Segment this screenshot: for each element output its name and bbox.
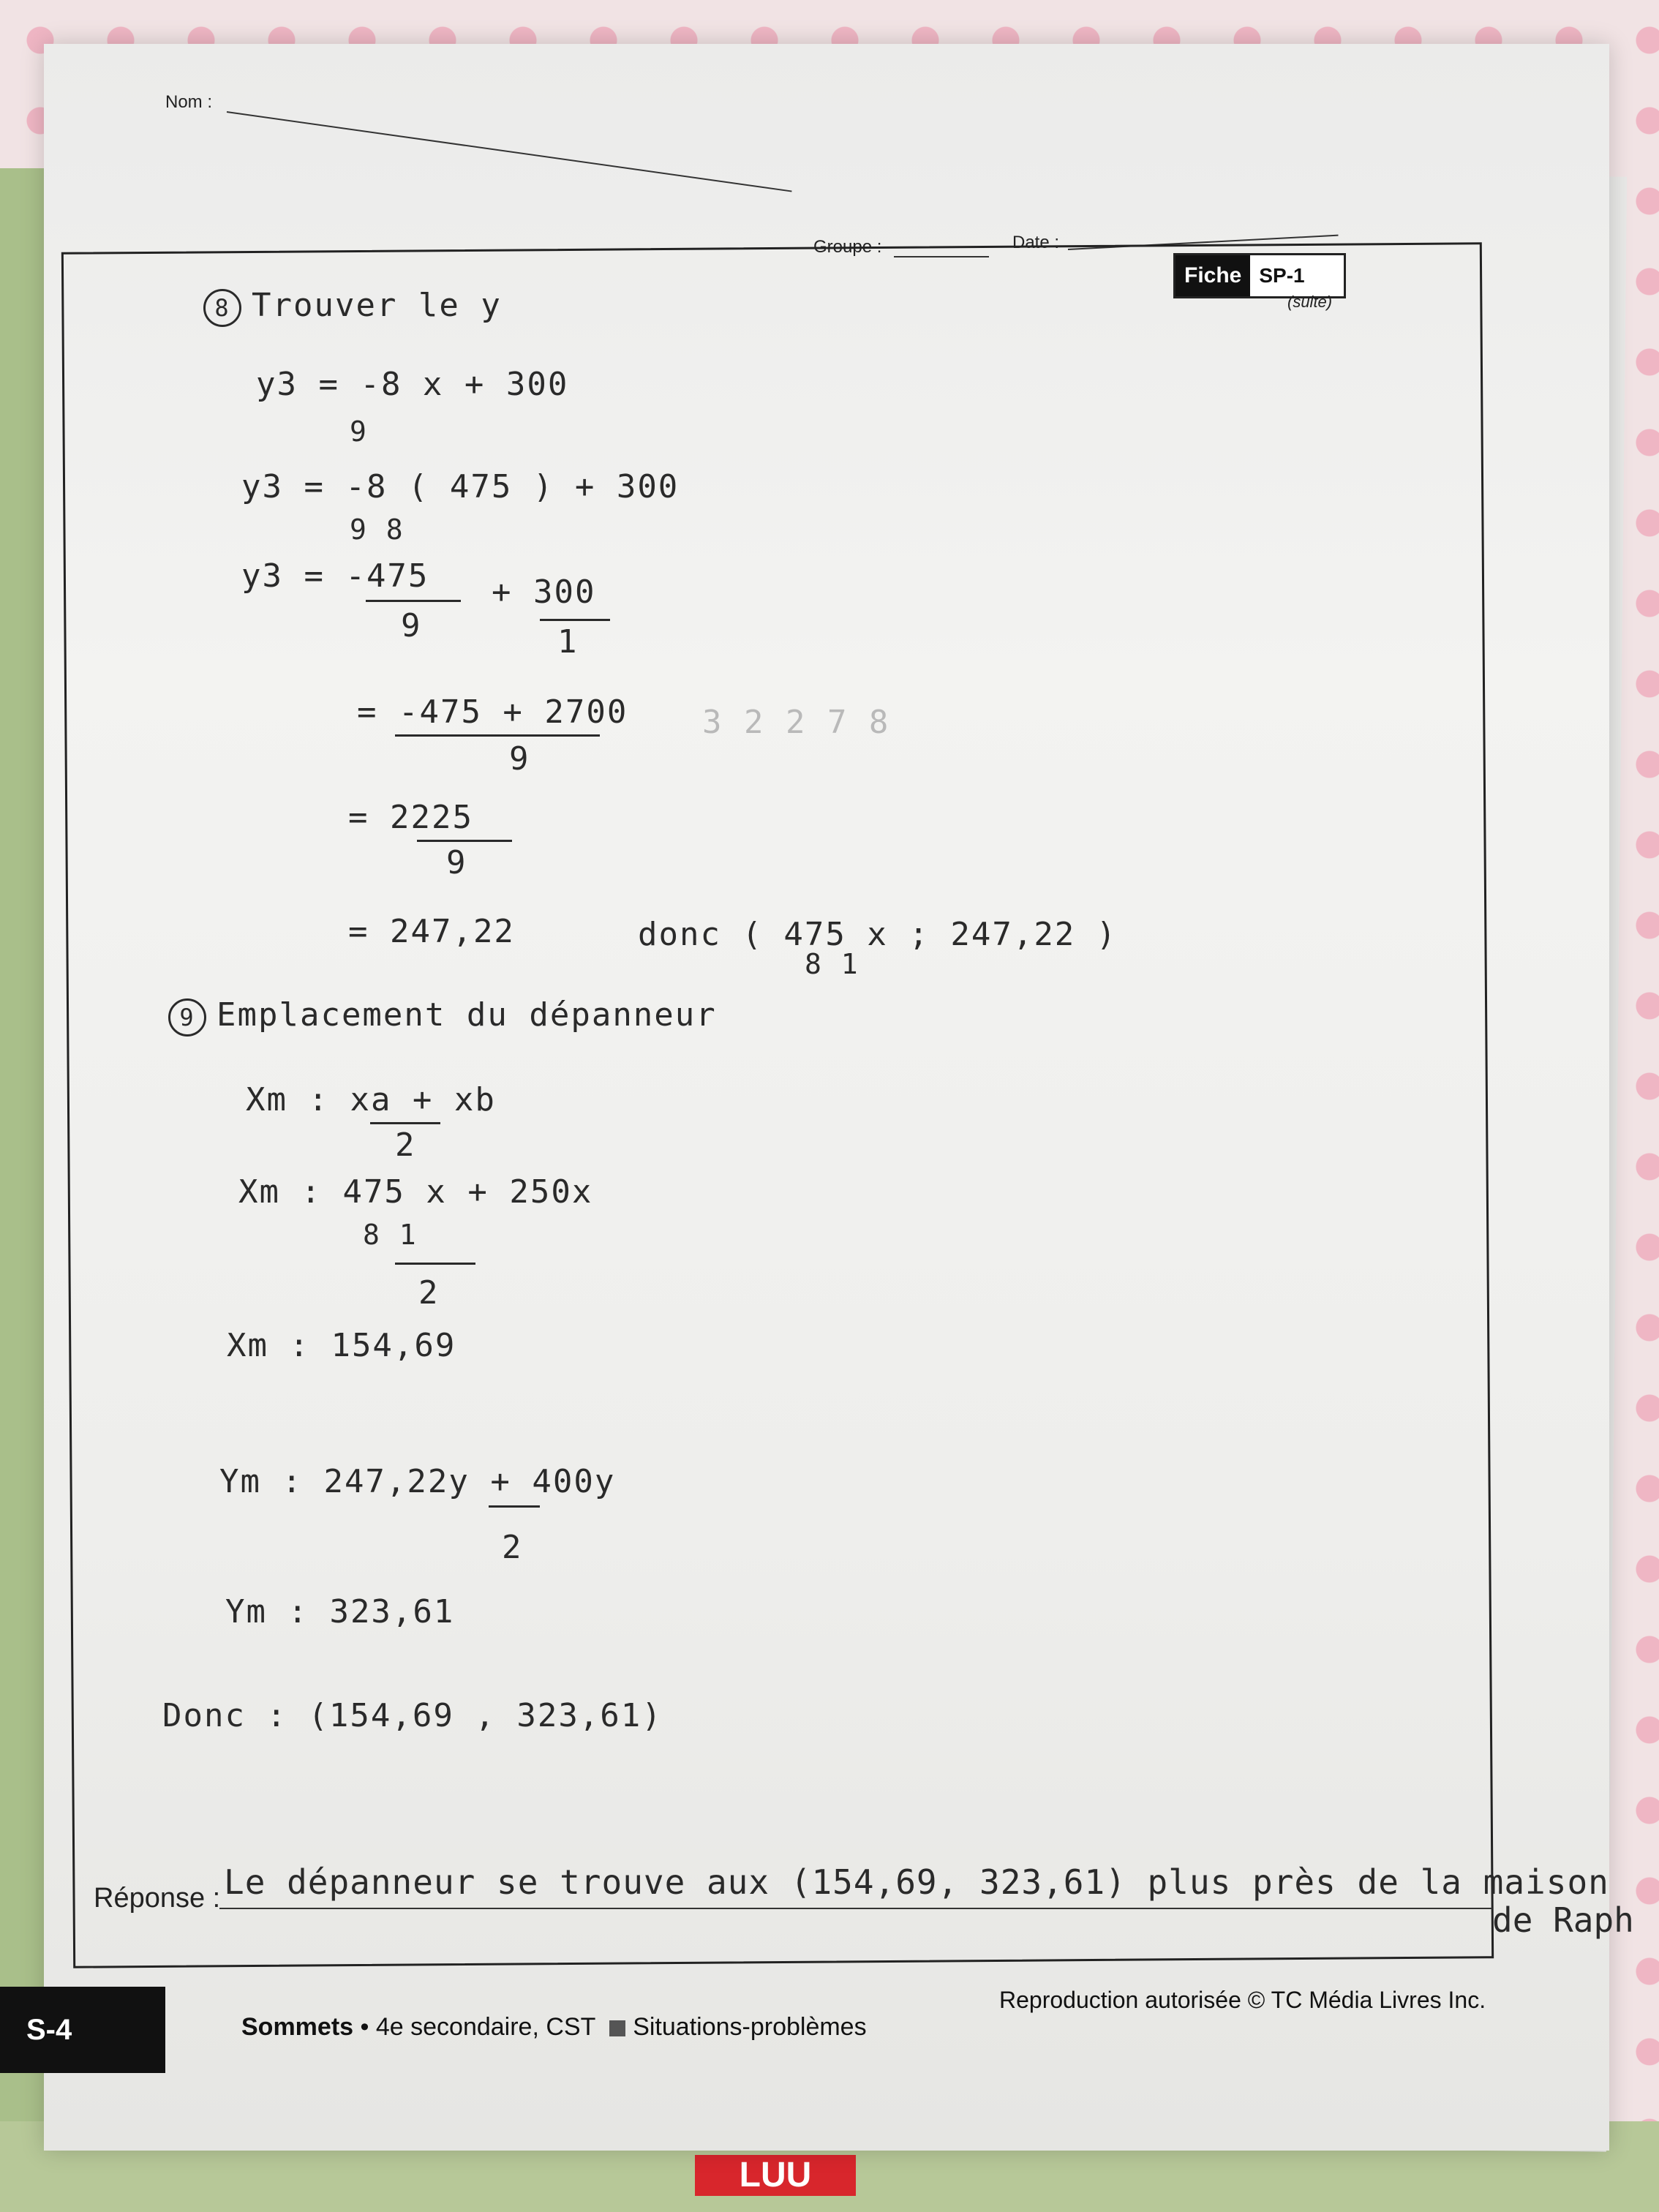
- s9-xm2: Xm : 475 x + 250x: [238, 1173, 593, 1211]
- date-label: Date :: [1012, 233, 1060, 252]
- footer-section: Situations-problèmes: [633, 2013, 867, 2041]
- reponse-text-continued: de Raph: [1492, 1900, 1634, 1940]
- s8-line6-donc-den: 8 1: [805, 948, 859, 980]
- s8-line3b: + 300: [492, 573, 596, 611]
- section8-number: 8: [203, 289, 241, 327]
- s8-line2: y3 = -8 ( 475 ) + 300: [241, 468, 680, 505]
- s8-line3a-bar: [366, 600, 461, 602]
- nom-label: Nom :: [165, 92, 213, 112]
- section8-title: Trouver le y: [252, 287, 502, 324]
- section8-heading: [203, 287, 502, 327]
- page-number-tab: S-4: [0, 1987, 165, 2073]
- s8-line5-den: 9: [446, 844, 467, 881]
- section9-title: Emplacement du dépanneur: [217, 996, 717, 1034]
- s9-xm1-den: 2: [395, 1126, 416, 1164]
- s9-xm2-den: 2: [418, 1274, 440, 1312]
- s8-line4-faint: 3 2 2 7 8: [702, 704, 890, 741]
- suite-label: (suite): [1287, 293, 1333, 311]
- reponse-label: Réponse :: [94, 1883, 221, 1914]
- s9-ym1-bar: [489, 1505, 540, 1508]
- s8-line5: = 2225: [348, 799, 473, 836]
- s8-line6: = 247,22: [348, 913, 515, 950]
- fiche-label: Fiche: [1175, 255, 1250, 296]
- s8-line1: y3 = -8 x + 300: [256, 366, 569, 403]
- fiche-code: SP-1: [1259, 264, 1305, 287]
- s9-xm1-bar: [370, 1122, 440, 1124]
- s8-line6-donc: donc ( 475 x ; 247,22 ): [638, 916, 1118, 953]
- footer-copyright: Reproduction autorisée © TC Média Livres Inc.: [999, 1987, 1486, 2013]
- s8-line3b-den: 1: [557, 623, 579, 661]
- s9-xm2-sub: 8 1: [363, 1219, 418, 1251]
- s9-ym2: Ym : 323,61: [225, 1593, 455, 1630]
- reponse-line: [219, 1908, 1492, 1909]
- section9-number: 9: [168, 998, 206, 1037]
- s9-xm1: Xm : xa + xb: [246, 1081, 496, 1118]
- section9-heading: [168, 996, 717, 1037]
- footer-level: 4e secondaire, CST: [375, 2013, 595, 2041]
- groupe-label: Groupe :: [813, 237, 882, 257]
- s8-line3a-den: 9: [401, 607, 422, 644]
- book-spine-label: LUU: [695, 2155, 856, 2196]
- s9-donc: Donc : (154,69 , 323,61): [162, 1697, 663, 1734]
- s8-line1-den: 9: [350, 415, 368, 448]
- s8-line3a: y3 = -475: [241, 557, 429, 595]
- square-icon: [609, 2020, 625, 2036]
- s8-line4-bar: [395, 734, 600, 737]
- s8-line3b-bar: [540, 619, 610, 621]
- s9-xm2-bar: [395, 1263, 475, 1265]
- footer-book-info: Sommets • 4e secondaire, CST Situations-problèmes: [241, 2013, 867, 2041]
- s8-line4: = -475 + 2700: [357, 693, 628, 731]
- s8-line5-bar: [417, 840, 512, 842]
- s9-xm3: Xm : 154,69: [227, 1327, 456, 1364]
- s9-ym1: Ym : 247,22y + 400y: [219, 1463, 616, 1500]
- footer-book-title: Sommets: [241, 2013, 354, 2041]
- s9-ym1-den: 2: [502, 1529, 523, 1566]
- s8-line4-den: 9: [509, 740, 530, 778]
- s8-line2-den: 9 8: [350, 514, 405, 546]
- reponse-text: Le dépanneur se trouve aux (154,69, 323,61) plus près de la maison: [224, 1862, 1609, 1902]
